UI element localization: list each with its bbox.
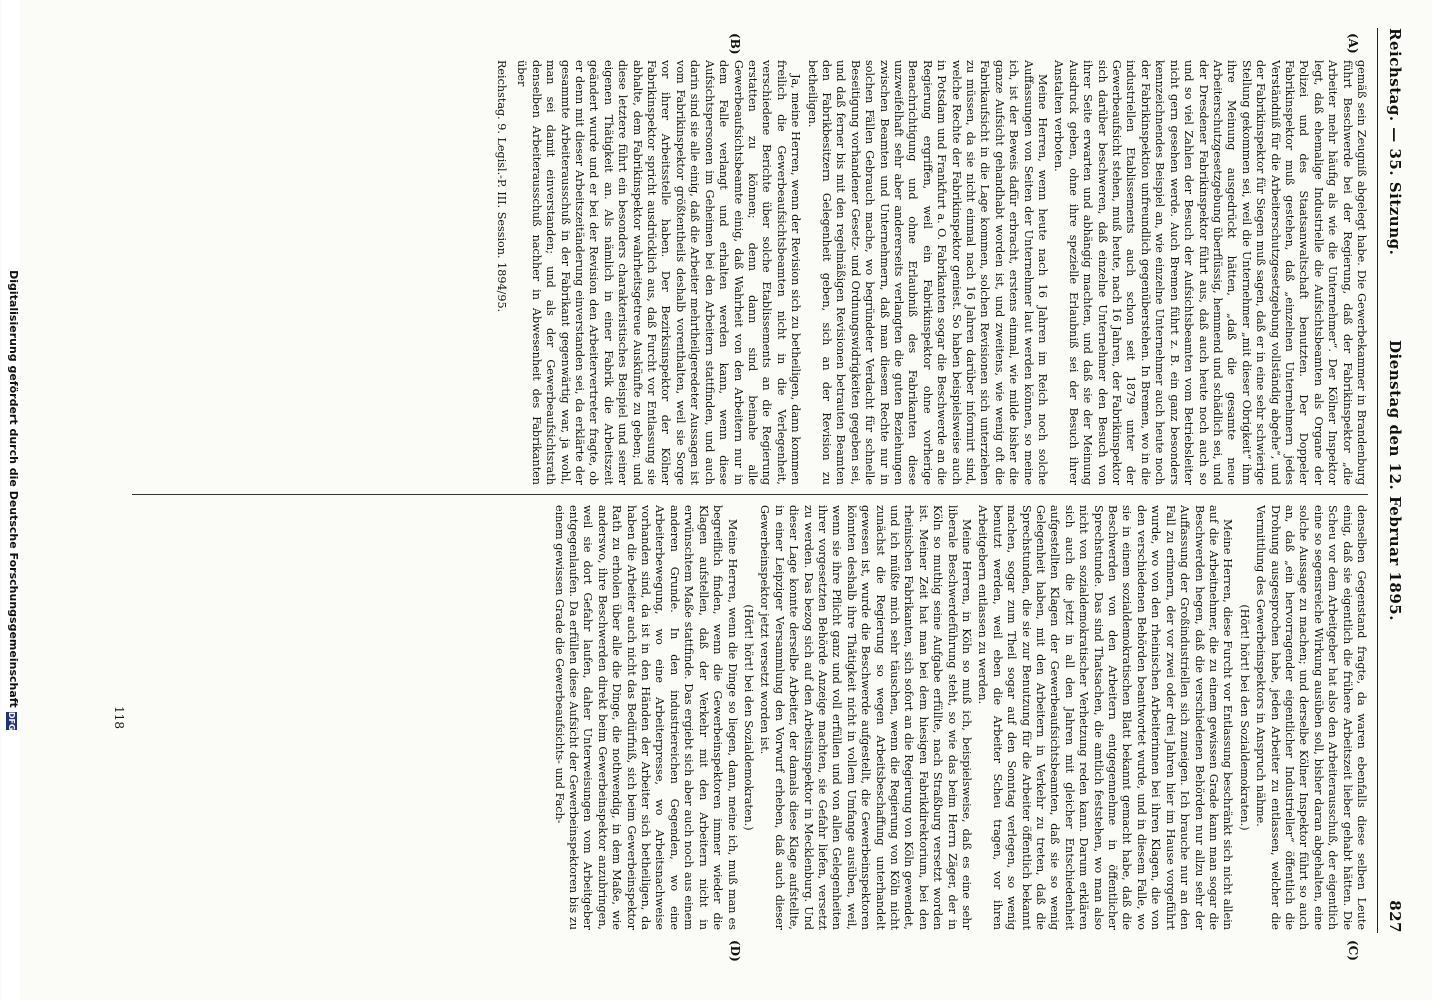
right-text-column (132, 505, 1368, 930)
paragraph: Ja, meine Herren, wenn der Revision sich zu betheiligen, dann kommen freilich die Gewerbeaufsichtsbeamten nicht in die Verlegenheit, verschiedene Berichte über solche Etablissements an die Regierung erstatten zu können; denn dann sind beinahe alle Gewerbeaufsichtsbeamte einig, daß Wahrheit von den Arbeitern nur in dem Falle verlangt und erhalten werden kann, wenn diese Aufsichtspersonen im Geheimen bei den Arbeitern stattfinden, und auch darin sind sie alle einig, daß die Arbeiter mehrtheilgeredeter Aussagen ist vom Fabrikinspektor größtentheils deshalb vorenthalten, weil sie Sorge vor ihrer Arbeitsstelle haben. Der Bezirksinspektor der Kölner Fabrikinspektor spricht ausdrücklich aus, daß Furcht vor Entlassung sie abhalte, dem Fabrikinspektor wahrheitsgetreue Auskünfte zu geben; und diese letztere führt ein besonders charakteristisches Beispiel und seiner eigenen Thätigkeit an. Als nämlich in einer Fabrik die Arbeitszeit geändert wurde und er bei der Revision den Arbeitervertreter fragte, ob er denn mit dieser Arbeitszeitänderung einverstanden sei, da erklärte der gesammte Arbeiterausschuß in der Fabrikant gegenwärtig war, ja wohl, man sei damit einverstanden; und als der Gewerbeaufsichtsrath denselben Arbeiterausschuß nachher in Abwesenheit des Fabrikanten über (515, 60, 803, 485)
header-rule (1377, 28, 1378, 933)
section-marker-a: (A) (1346, 33, 1360, 54)
section-marker-d: (D) (728, 940, 742, 962)
section-marker-b: (B) (728, 33, 742, 55)
paragraph: Meine Herren, in Köln so muß ich, beispielsweise, daß es eine sehr liberale Beschwerdeführung steht, so wie das beim Herrn Zäger, der in Köln so muthig seine Aufgabe erfüllte, nach Straßburg versetzt worden ist. Meiner Zeit hat man bei dem hiesigen Fabrikdirektorium, bei den rheinischen Fabrikanten, sich sofort an die Regierung von Köln gewendet, und ich müßte mich sehr täuschen, wenn die Regierung von Köln nicht zunächst die Regierung so wegen Arbeitsbeschaffung unterhandelt gewesen ist, wurde die Beschwerde aufgestellt, die Gewerbeinspektoren könnten deshalb ihre Thätigkeit nicht in vollem Umfange ausüben, weil, wenn sie ihre Pflicht ganz und voll erfüllen und von allen Gelegenheiten ihrer vorgesetzten Behörde Anzeige machten, sie Gefahr liefen, versetzt zu werden. Das bezog sich auf den Arbeitsinspektor in Mecklenburg. Und dieser Lage konnte derselbe Arbeiter, der damals diese Klage aufstellte, in einer Leipziger Versammlung den Vorwurf erheben, daß auch dieser Gewerbeinspektor jetzt versetzt worden ist. (758, 505, 974, 930)
running-head-page-number: 827 (1386, 900, 1404, 933)
section-marker-c: (C) (1346, 940, 1360, 961)
paragraph: denselben Gegenstand fragte, da waren ebenfalls diese selben Leute einig, daß sie eigentlich die frühere Arbeitszeit lieber gehabt hätten. Die Scheu vor dem Arbeitgeber hat also den Arbeiterausschuß, der eigentlich eine so segensreiche Wirkung ausüben soll, bisher daran abgehalten, eine solche Aussage zu machen; und derselbe Kölner Inspektor führt so auch an, daß „ein hervorragender eigentlicher Industrieller“ öffentlich die Drohung ausgesprochen habe, jeden Arbeiter zu entlassen, welcher die Vermittlung des Gewerbeinspektors in Anspruch nähme. (1254, 505, 1368, 930)
dfg-logo-icon: DFG (7, 711, 16, 731)
running-head (1382, 28, 1404, 933)
paragraph: Meine Herren, wenn heute nach 16 Jahren im Reich noch solche Auffassungen von Seiten der Unternehmer laut werden können, so meine ich, ist der Beweis dafür erbracht, erstens einmal, wie milde bisher die ganze Aufsicht gehandhabt worden ist, und zweitens, wie wenig oft die Fabrikaufsicht in die Lage kommen, solchen Revisionen sich unterziehen zu müssen, da sie nicht einmal nach 16 Jahren darüber informirt sind, welche Rechte der Fabrikinspektor geniest. So haben beispielsweise auch in Potsdam und Frankfurt a. O. Fabrikanten sogar die Beschwerde an die Regierung ergriffen, weil ein Fabrikinspektor ohne vorherige Benachrichtigung und ohne Erlaubniß des Fabrikanten diese unzweifelhaft sehr aber andererseits verlangten die guten Beziehungen zwischen Beamten und Unternehmern, daß man diesem Rechte nur in solchen Fällen Gebrauch mache, wo begründeter Verdacht für schnelle Beseitigung vorhandener Gesetz- und Ordnungswidrigkeiten gegeben sei, und daß ferner bis mit den regelmäßigen Revisionen betrauten Beamten den Fabrikbesitzern Gelegenheit geben, sich an der Revision zu betheiligen. (805, 60, 1050, 485)
running-head-date: Dienstag den 12. Februar 1895. (1386, 340, 1404, 621)
paragraph: gemäß sein Zeugniß abgelegt habe. Die Gewerbekammer in Brandenburg führt Beschwerde bei der Regierung, daß der Fabrikinspektor „die Arbeiter mehr häufig als wie die Unternehmer“. Der Kölner Inspektor legt, daß ehemalige Industrielle die Aufsichtsbeamten als Organe der Polizei und des Staatsanwaltschaft benutzten. Der Doppeler Fabrikinspektor muß gestehen, daß „einzelnen Unternehmern jedes Verständniß für die Arbeiterschutzgesetzgebung vollständig abgehe“, und der Fabrikinspektor für Siegen muß sagen, daß er in eine sehr schwierige Stellung gekommen sei, weil die Unternehmer „mit dieser Obrigkeit“ ihm ihre Meinung ausgedrückt hätten, „daß die gesamte neue Arbeiterschutzgesetzgebung überflüssig, hemmend und schädlich sei, und der Dresdener Fabrikinspektor führt aus, daß auch heute noch auch so und so viel Zahlen der Besuch der Aufsichtsbeamten vom Betriebsleiter nicht gern gesehen werde. Auch Bremen führt z. B. ein ganz besonders kennzeichnendes Beispiel an, wie einzelne Unternehmer auch heute noch der Fabrikinspektion unfreundlich gegenüberstehen. In Bremen, wo in die industriellen Etablissements auch schon seit 1879 unter der Gewerbeaufsicht stehen, muß heute, nach 16 Jahren, der Fabrikinspektor sich darüber beschweren, daß einzelne Unternehmer den Besuch von ihrer Seite erwarten und abhängig machten, und daß sie der Meinung Ausdruck geben, ohne ihre spezielle Erlaubniß sei der Besuch ihrer Anstalten verboten. (1052, 60, 1368, 485)
source-line: Reichstag. 9. Legisl.-P. III. Session. 1894/95. (495, 60, 509, 313)
column-divider (132, 494, 1368, 495)
interjection: (Hört! hört! bei den Sozialdemokraten.) (741, 604, 755, 831)
left-text-column (132, 60, 1368, 485)
interjection: (Hört! hört! bei den Sozialdemokraten.) (1237, 604, 1251, 831)
paragraph: Meine Herren, diese Furcht vor Entlassung beschränkt sich nicht allein auf die Arbeitnehmer, die zu einem gewissen Grade kann man sogar die Beschwerden hegen, daß die verschiedenen Behörden nur allzu sehr der Auffassung der Großindustriellen sich zuneigen. Ich brauche nur an den Fall zu erinnern, der vor zwei oder drei Jahren hier im Hause vorgeführt wurde, wo von den rheinischen Arbeiterinnen bei ihren Klagen, die von den verschiedenen Behörden beantwortet wurde, und in diesem Falle, wo sie in einem sozialdemokratischen Blatt bekannt gemacht habe, daß die Beschwerden von den Arbeitern entgegennehme in öffentlicher Sprechstunde. Das sind Thatsachen, die amtlich feststehen, wo man also nicht von sozialdemokratischer Verhetzung reden kann. Darum erklären sich auch die jetzt in all den Jahren mit gleicher Entschiedenheit aufgestellten Klagen der Gewerbeaufsichtsbeamten, daß sie so wenig Gelegenheit haben, mit den Arbeitern in Verkehr zu treten, daß die Sprechstunden, die sie zur Benutzung für die Arbeiter öffentlich bekannt machen, sogar zum Theil sogar auf den Sonntag verlegen, so wenig benutzt werden, weil eben die Arbeiter Scheu tragen, vor ihren Arbeitgebern entlassen zu werden. (976, 505, 1235, 930)
footer-page-number: 118 (112, 706, 126, 729)
digitization-footer (2, 0, 20, 1000)
digitization-note-text: Digitalisierung gefördert durch die Deutsche Forschungsgemeinschaft (7, 270, 20, 708)
paragraph: Meine Herren, wenn die Dinge so liegen, dann, meine ich, muß man es begreiflich finden, wenn die Gewerbeinspektoren immer wieder die Klagen aufstellen, daß der Verkehr mit den Arbeitern nicht in erwünschtem Maße stattfinde. Das ergiebt sich aber auch noch aus einem anderen Grunde. In den industriereichen Gegenden, wo eine Arbeiterbewegung, wo eine Arbeiterpresse, wo Arbeitsnachweise vorhanden sind, da ist in den Händen der Arbeiter sich betheiligen, da haben die Arbeiter auch nicht das Bedürfniß, sich beim Gewerbeinspektor Rath zu erholen über alle die Dinge, die nothwendig, in dem Maße, wie anderswo, ihre Beschwerden direkt beim Gewerbeinspektor anzubringen, weil sie dort Gefahr laufen, daher Unterweisungen vom Arbeitgeber entgegenlaufen. Da erfüllen diese Aufsicht der Gewerbeinspektoren bis zu einem gewissen Grade die Gewerbeaufsichts- und Fach- (552, 505, 739, 930)
running-head-session: Reichstag. — 35. Sitzung. (1386, 28, 1404, 256)
